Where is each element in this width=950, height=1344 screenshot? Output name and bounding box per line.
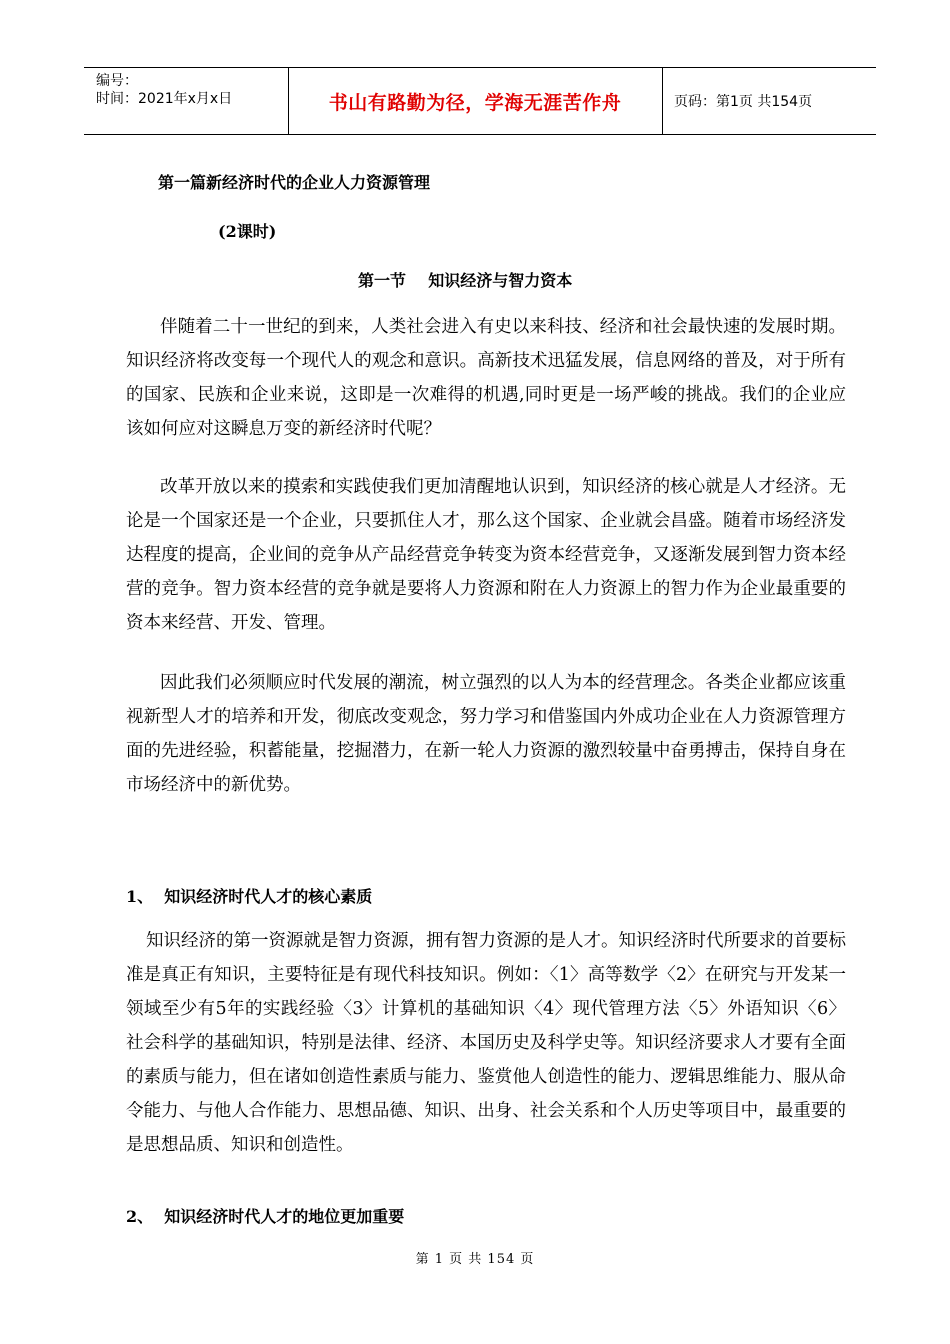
header-slogan: 书山有路勤为径，学海无涯苦作舟 (328, 91, 622, 114)
paragraph-1: 伴随着二十一世纪的到来，人类社会进入有史以来科技、经济和社会最快速的发展时期。知识经济将改变每一个现代人的观念和意识。高新技术迅猛发展，信息网络的普及，对于所有的国家、民族和企业来说，这即是一次难得的机遇,同时更是一场严峻的挑战。我们的企业应该如何应对这瞬息万变的新经济时代呢？ (126, 317, 846, 439)
heading-2: 2、 知识经济时代人才的地位更加重要 (126, 1207, 405, 1226)
heading-1: 1、 知识经济时代人才的核心素质 (126, 887, 373, 906)
paragraph-2: 改革开放以来的摸索和实践使我们更加清醒地认识到，知识经济的核心就是人才经济。无论是一个国家还是一个企业，只要抓住人才，那么这个国家、企业就会昌盛。随着市场经济发达程度的提高，企业间的竞争从产品经营竞争转变为资本经营竞争，又逐渐发展到智力资本经营的竞争。智力资本经营的竞争就是要将人力资源和附在人力资源上的智力作为企业最重要的资本来经营、开发、管理。 (126, 477, 846, 633)
header-divider-right (662, 68, 663, 134)
page-header (84, 67, 876, 135)
paragraph-3: 因此我们必须顺应时代发展的潮流，树立强烈的以人为本的经营理念。各类企业都应该重视新型人才的培养和开发，彻底改变观念，努力学习和借鉴国内外成功企业在人力资源管理方面的先进经验，积蓄能量，挖掘潜力，在新一轮人力资源的激烈较量中奋勇搏击，保持自身在市场经济中的新优势。 (126, 673, 846, 795)
section-title: 第一节 知识经济与智力资本 (358, 271, 573, 290)
header-number-label: 编号： (96, 73, 138, 89)
course-hours: (2课时) (218, 222, 277, 241)
header-page-info: 页码：第1页 共154页 (674, 94, 813, 110)
header-meta (96, 72, 232, 108)
header-time-label: 时间：2021年x月x日 (96, 91, 233, 107)
page-footer: 第 1 页 共 154 页 (415, 1252, 535, 1267)
part-title: 第一篇新经济时代的企业人力资源管理 (158, 173, 431, 192)
paragraph-4: 知识经济的第一资源就是智力资源，拥有智力资源的是人才。知识经济时代所要求的首要标准是真正有知识，主要特征是有现代科技知识。例如：〈1〉高等数学〈2〉在研究与开发某一领域至少有5年的实践经验〈3〉计算机的基础知识〈4〉现代管理方法〈5〉外语知识〈6〉社会科学的基础知识，特别是法律、经济、本国历史及科学史等。知识经济要求人才要有全面的素质与能力，但在诸如创造性素质与能力、鉴赏他人创造性的能力、逻辑思维能力、服从命令能力、与他人合作能力、思想品德、知识、出身、社会关系和个人历史等项目中，最重要的是思想品质、知识和创造性。 (126, 931, 846, 1155)
